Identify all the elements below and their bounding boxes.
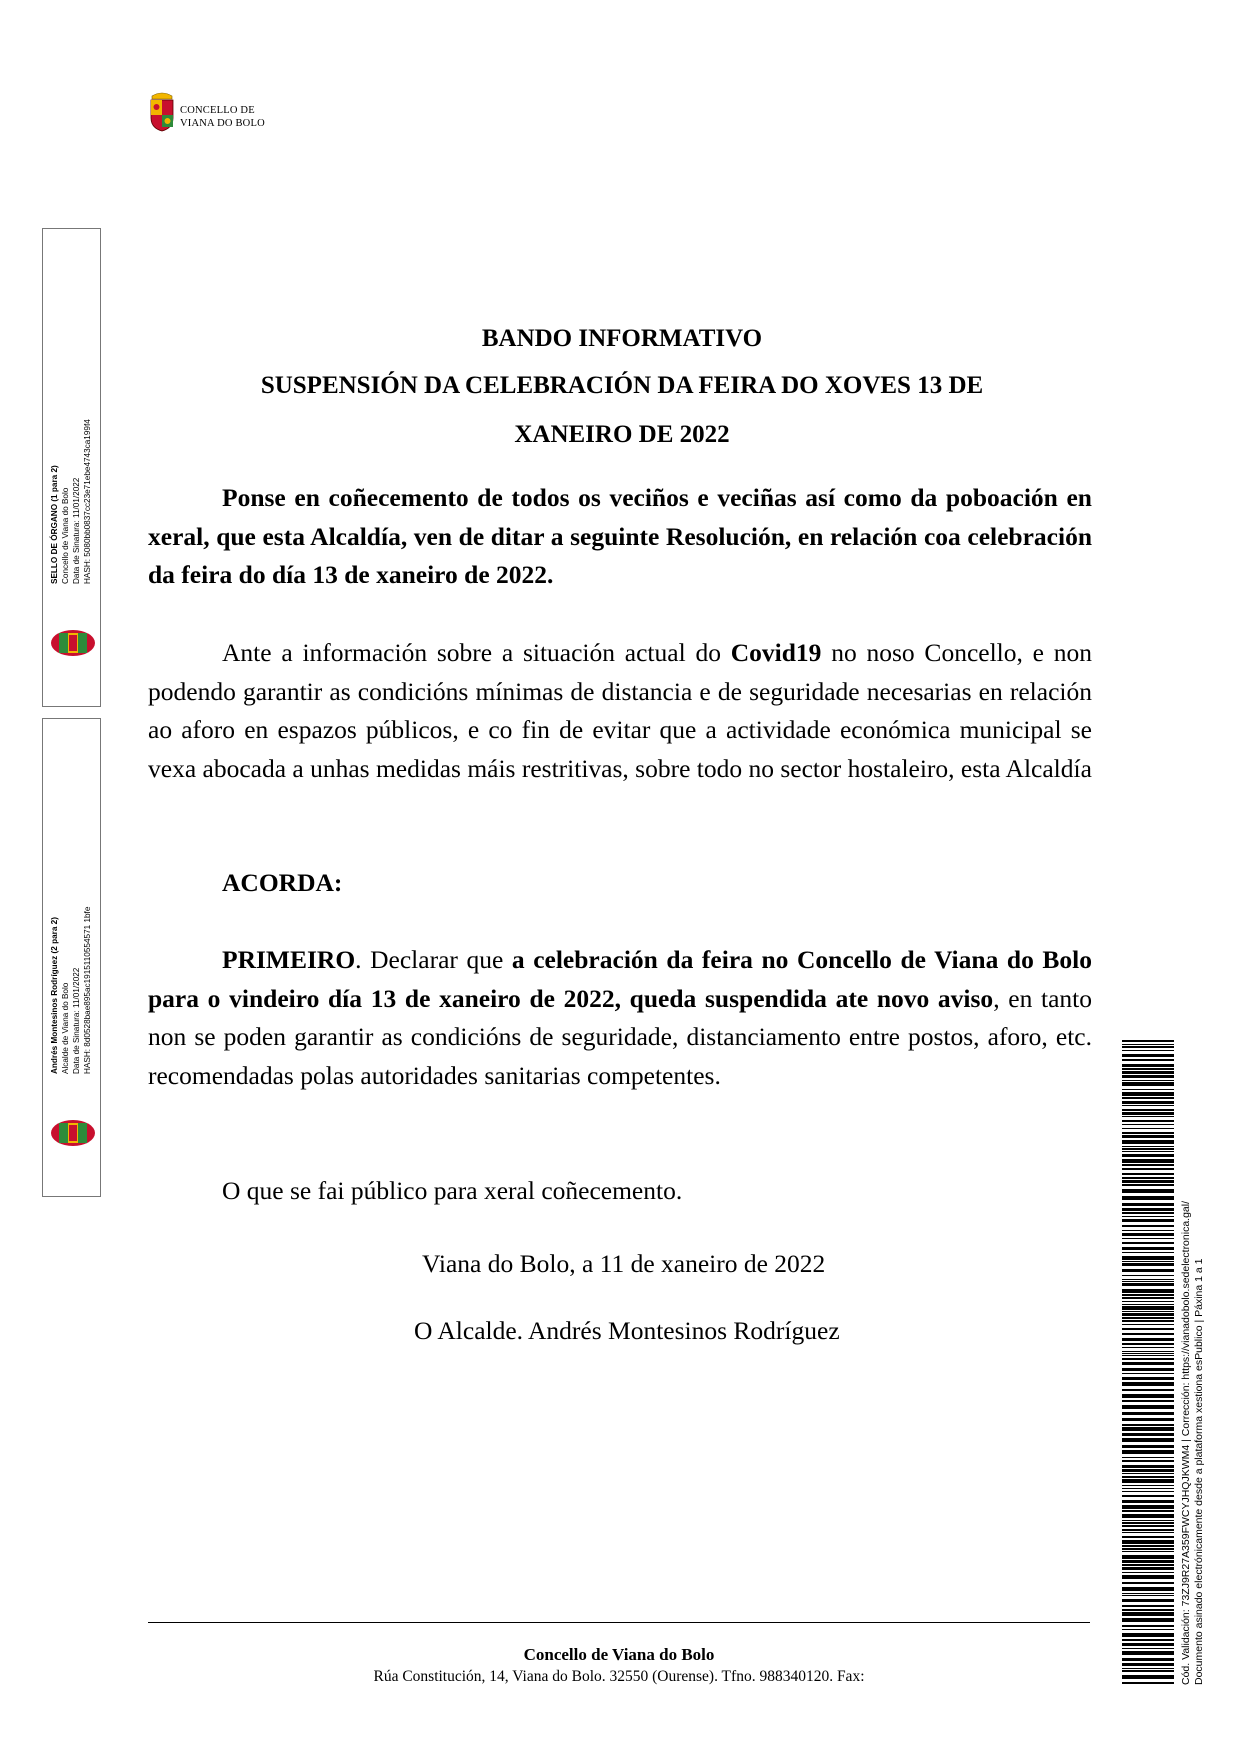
barcode-bar bbox=[1122, 1317, 1174, 1319]
barcode-bar bbox=[1122, 1625, 1174, 1627]
barcode-bar bbox=[1122, 1491, 1174, 1492]
barcode-bar bbox=[1122, 1479, 1174, 1483]
barcode-bar bbox=[1122, 1609, 1174, 1611]
barcode-bar bbox=[1122, 1313, 1174, 1316]
barcode-bar bbox=[1122, 1301, 1174, 1302]
municipal-logo bbox=[148, 90, 278, 136]
barcode-bar bbox=[1122, 1540, 1174, 1544]
barcode-bar bbox=[1122, 1320, 1174, 1322]
barcode-bar bbox=[1122, 1460, 1174, 1462]
barcode-bar bbox=[1122, 1495, 1174, 1497]
barcode-bar bbox=[1122, 1427, 1174, 1431]
barcode-bar bbox=[1122, 1658, 1174, 1661]
seal-icon bbox=[49, 1115, 97, 1151]
barcode-bar bbox=[1122, 1400, 1174, 1402]
barcode-bar bbox=[1122, 1351, 1174, 1352]
barcode-bar bbox=[1122, 1593, 1174, 1594]
barcode-bar bbox=[1122, 1044, 1174, 1045]
barcode-bar bbox=[1122, 1071, 1174, 1074]
barcode-bar bbox=[1122, 1587, 1174, 1591]
stamp-2-line-4: HASH: 8d0528bae895ac1915110554571 1bfe bbox=[83, 906, 92, 1074]
barcode-bar bbox=[1122, 1643, 1174, 1646]
barcode-bar bbox=[1122, 1338, 1174, 1341]
barcode-bar bbox=[1122, 1180, 1174, 1183]
barcode-bar bbox=[1122, 1525, 1174, 1527]
barcode-bar bbox=[1122, 1092, 1174, 1096]
barcode-bar bbox=[1122, 1261, 1174, 1262]
barcode-bar bbox=[1122, 1105, 1174, 1106]
barcode-bar bbox=[1122, 1177, 1174, 1179]
p2-text-b: , en tanto non se poden garantir as condicións de seguridade, distanciamento entre postos, aforo, etc. recomendadas polas autoridades sanitarias competentes. bbox=[148, 983, 1092, 1090]
barcode-bar bbox=[1122, 1059, 1174, 1061]
barcode-bar bbox=[1122, 1075, 1174, 1078]
barcode-bar bbox=[1122, 1355, 1174, 1356]
barcode-bar bbox=[1122, 1151, 1174, 1152]
barcode-bar bbox=[1122, 1112, 1174, 1115]
barcode-bar bbox=[1122, 1252, 1174, 1253]
barcode-bar bbox=[1122, 1618, 1174, 1622]
barcode-bar bbox=[1122, 1242, 1174, 1244]
barcode-bar bbox=[1122, 1109, 1174, 1111]
stamp-1-line-3: Data de Sinatura: 11/01/2022 bbox=[72, 477, 81, 584]
stamp-1-line-2: Concello de Viana do Bolo bbox=[61, 487, 70, 584]
barcode-bar bbox=[1122, 1046, 1174, 1048]
barcode-bar bbox=[1122, 1146, 1174, 1147]
barcode-bar bbox=[1122, 1485, 1174, 1486]
barcode-bar bbox=[1122, 1203, 1174, 1206]
document-subtitle-line-2: XANEIRO DE 2022 bbox=[514, 421, 730, 448]
footer-title: Concello de Viana do Bolo bbox=[523, 1645, 715, 1664]
barcode-bar bbox=[1122, 1412, 1174, 1415]
barcode-bar bbox=[1122, 1269, 1174, 1272]
barcode-bar bbox=[1122, 1473, 1174, 1474]
barcode-bar bbox=[1122, 1529, 1174, 1531]
barcode-bar bbox=[1122, 1196, 1174, 1200]
barcode-bar bbox=[1122, 1333, 1174, 1335]
barcode-bar bbox=[1122, 1154, 1174, 1157]
barcode-bar bbox=[1122, 1629, 1174, 1630]
barcode-bar bbox=[1122, 1159, 1174, 1163]
p2-text-a: . Declarar que bbox=[355, 945, 512, 974]
barcode-bar bbox=[1122, 1068, 1174, 1070]
barcode-bar bbox=[1122, 1225, 1174, 1227]
barcode-bar bbox=[1122, 1457, 1174, 1458]
stamp-1-text bbox=[49, 369, 97, 584]
stamp-2-text bbox=[49, 859, 97, 1074]
barcode-bar bbox=[1122, 1389, 1174, 1391]
barcode-bar bbox=[1122, 1208, 1174, 1211]
barcode-bar bbox=[1122, 1488, 1174, 1489]
barcode-bar bbox=[1122, 1639, 1174, 1641]
barcode-bar bbox=[1122, 1135, 1174, 1138]
barcode-bar bbox=[1122, 1238, 1174, 1239]
document-subtitle-line-1: SUSPENSIÓN DA CELEBRACIÓN DA FEIRA DO XOVES 13 DE bbox=[260, 372, 984, 399]
barcode-bar bbox=[1122, 1670, 1174, 1672]
p1-text-a: Ante a información sobre a situación actual do bbox=[222, 638, 731, 667]
barcode-bar bbox=[1122, 1294, 1174, 1296]
barcode-bar bbox=[1122, 1054, 1174, 1057]
barcode-bar bbox=[1122, 1368, 1174, 1371]
barcode-bar bbox=[1122, 1289, 1174, 1293]
barcode-bar bbox=[1122, 1311, 1174, 1312]
barcode-bar bbox=[1122, 1097, 1174, 1099]
stamp-2-line-2: Alcalde de Viana do Bolo bbox=[61, 982, 70, 1074]
barcode-bar bbox=[1122, 1089, 1174, 1090]
barcode-bar bbox=[1122, 1465, 1174, 1468]
acorda-heading: ACORDA: bbox=[222, 868, 343, 897]
barcode-bar bbox=[1122, 1164, 1174, 1166]
barcode-bar bbox=[1122, 1405, 1174, 1409]
barcode-bar bbox=[1122, 1394, 1174, 1398]
barcode-bar bbox=[1122, 1328, 1174, 1330]
barcode-bar bbox=[1122, 1595, 1174, 1596]
validation-line-2: Documento asinado electrónicamente desde a plataforma xestiona esPublico | Páxina 1 a 1 bbox=[1193, 1258, 1205, 1685]
barcode-bar bbox=[1122, 1668, 1174, 1669]
p2-resolution: a celebración da feira no Concello de Viana do Bolo para o vindeiro día 13 de xaneiro de 2022, queda suspendida ate novo aviso bbox=[148, 945, 1093, 1013]
barcode-bar bbox=[1122, 1555, 1174, 1559]
barcode-bar bbox=[1122, 1148, 1174, 1150]
body-paragraph-1 bbox=[148, 634, 1092, 788]
seal-icon bbox=[49, 625, 97, 661]
barcode-bar bbox=[1122, 1184, 1174, 1186]
barcode-bar bbox=[1122, 1575, 1174, 1579]
barcode-bar bbox=[1122, 1450, 1174, 1454]
barcode-bar bbox=[1122, 1189, 1174, 1193]
barcode-bar bbox=[1122, 1663, 1174, 1666]
barcode-bar bbox=[1122, 1358, 1174, 1360]
barcode-bar bbox=[1122, 1304, 1174, 1305]
barcode-bar bbox=[1122, 1648, 1174, 1649]
barcode-bar bbox=[1122, 1675, 1174, 1679]
barcode-bar bbox=[1122, 1599, 1174, 1602]
barcode-bar bbox=[1122, 1469, 1174, 1472]
barcode-bar bbox=[1122, 1633, 1174, 1637]
barcode-bar bbox=[1122, 1510, 1174, 1512]
barcode-bar bbox=[1122, 1064, 1174, 1067]
barcode-bar bbox=[1122, 1080, 1174, 1081]
logo-line-1: CONCELLO DE bbox=[180, 105, 255, 116]
barcode-icon bbox=[1122, 1040, 1174, 1685]
barcode-bar bbox=[1122, 1560, 1174, 1563]
barcode-bar bbox=[1122, 1124, 1174, 1125]
barcode-bar bbox=[1122, 1682, 1174, 1684]
barcode-bar bbox=[1122, 1281, 1174, 1282]
barcode-bar bbox=[1122, 1520, 1174, 1521]
intro-paragraph: Ponse en coñecemento de todos os veciños e veciñas así como da poboación en xeral, que esta Alcaldía, ven de ditar a seguinte Resolución, en relación coa celebración da feira do día 13 de xaneiro de 2022. bbox=[148, 483, 1092, 589]
logo-line-2: VIANA DO BOLO bbox=[180, 118, 265, 129]
validation-note bbox=[1180, 1040, 1210, 1685]
barcode-bar bbox=[1122, 1120, 1174, 1122]
footer-divider bbox=[148, 1622, 1090, 1623]
barcode-bar bbox=[1122, 1500, 1174, 1503]
body-paragraph-2 bbox=[148, 941, 1092, 1095]
footer-address: Rúa Constitución, 14, Viana do Bolo. 32550 (Ourense). Tfno. 988340120. Fax: bbox=[373, 1668, 865, 1685]
barcode-bar bbox=[1122, 1438, 1174, 1442]
p2-primeiro: PRIMEIRO bbox=[222, 945, 356, 974]
document-title: BANDO INFORMATIVO bbox=[481, 325, 763, 352]
barcode-bar bbox=[1122, 1572, 1174, 1573]
barcode-bar bbox=[1122, 1082, 1174, 1086]
barcode-bar bbox=[1122, 1233, 1174, 1236]
barcode-bar bbox=[1122, 1514, 1174, 1518]
barcode-bar bbox=[1122, 1050, 1174, 1051]
barcode-bar bbox=[1122, 1219, 1174, 1222]
barcode-bar bbox=[1122, 1283, 1174, 1286]
barcode-bar bbox=[1122, 1505, 1174, 1509]
barcode-bar bbox=[1122, 1279, 1174, 1280]
barcode-bar bbox=[1122, 1612, 1174, 1616]
barcode-bar bbox=[1122, 1651, 1174, 1655]
barcode-bar bbox=[1122, 1216, 1174, 1217]
barcode-bar bbox=[1122, 1551, 1174, 1552]
barcode-bar bbox=[1122, 1433, 1174, 1436]
barcode-bar bbox=[1122, 1347, 1174, 1348]
barcode-bar bbox=[1122, 1256, 1174, 1260]
signature-line: O Alcalde. Andrés Montesinos Rodríguez bbox=[414, 1316, 840, 1345]
barcode-bar bbox=[1122, 1377, 1174, 1380]
barcode-bar bbox=[1122, 1564, 1174, 1566]
coat-of-arms-icon bbox=[148, 90, 176, 132]
barcode-bar bbox=[1122, 1132, 1174, 1134]
barcode-bar bbox=[1122, 1168, 1174, 1170]
barcode-bar bbox=[1122, 1445, 1174, 1448]
barcode-bar bbox=[1122, 1116, 1174, 1117]
barcode-bar bbox=[1122, 1605, 1174, 1607]
p1-text-b: no noso Concello, e non podendo garantir as condicións mínimas de distancia e de seguridade necesarias en relación ao aforo en espazos públicos, e co fin de evitar que a actividade económica municipal se vexa abocada a unhas medidas máis restritivas, sobre todo no sector hostaleiro, esta Alcaldía bbox=[148, 638, 1092, 783]
signature-stamp-organ bbox=[42, 228, 101, 707]
barcode-bar bbox=[1122, 1424, 1174, 1426]
closing-line: O que se fai público para xeral coñecemento. bbox=[222, 1176, 683, 1205]
barcode-bar bbox=[1122, 1306, 1174, 1310]
signature-stamp-mayor bbox=[42, 718, 101, 1197]
barcode-bar bbox=[1122, 1101, 1174, 1104]
barcode-bar bbox=[1122, 1353, 1174, 1354]
barcode-bar bbox=[1122, 1140, 1174, 1144]
barcode-bar bbox=[1122, 1362, 1174, 1365]
barcode-bar bbox=[1122, 1247, 1174, 1250]
barcode-bar bbox=[1122, 1297, 1174, 1299]
barcode-bar bbox=[1122, 1343, 1174, 1345]
stamp-2-line-1: Andrés Montesinos Rodríguez (2 para 2) bbox=[50, 917, 59, 1074]
barcode-bar bbox=[1122, 1230, 1174, 1231]
p1-covid: Covid19 bbox=[730, 638, 822, 667]
barcode-bar bbox=[1122, 1522, 1174, 1524]
place-date: Viana do Bolo, a 11 de xaneiro de 2022 bbox=[422, 1249, 826, 1278]
barcode-bar bbox=[1122, 1567, 1174, 1570]
barcode-bar bbox=[1122, 1418, 1174, 1421]
barcode-bar bbox=[1122, 1536, 1174, 1538]
barcode-bar bbox=[1122, 1545, 1174, 1547]
barcode-bar bbox=[1122, 1173, 1174, 1175]
barcode-bar bbox=[1122, 1040, 1174, 1042]
barcode-bar bbox=[1122, 1582, 1174, 1584]
barcode-bar bbox=[1122, 1324, 1174, 1325]
barcode-bar bbox=[1122, 1532, 1174, 1533]
barcode-bar bbox=[1122, 1382, 1174, 1386]
barcode-bar bbox=[1122, 1212, 1174, 1214]
validation-line-1: Cód. Validación: 73ZJ9R27A359FWCYJHQJKWM4 | Corrección: https://vianadobolo.sedelectronica.gal/ bbox=[1180, 1200, 1192, 1685]
barcode-bar bbox=[1122, 1373, 1174, 1374]
stamp-1-line-4: HASH: 5080bb0837cc23e71ebe4743ca199f4 bbox=[83, 419, 92, 584]
stamp-2-line-3: Data de Sinatura: 11/01/2022 bbox=[72, 967, 81, 1074]
barcode-bar bbox=[1122, 1275, 1174, 1276]
barcode-bar bbox=[1122, 1263, 1174, 1266]
barcode-bar bbox=[1122, 1476, 1174, 1478]
barcode-bar bbox=[1122, 1128, 1174, 1129]
stamp-1-line-1: SELLO DE ÓRGANO (1 para 2) bbox=[50, 465, 59, 584]
barcode-bar bbox=[1122, 1548, 1174, 1550]
